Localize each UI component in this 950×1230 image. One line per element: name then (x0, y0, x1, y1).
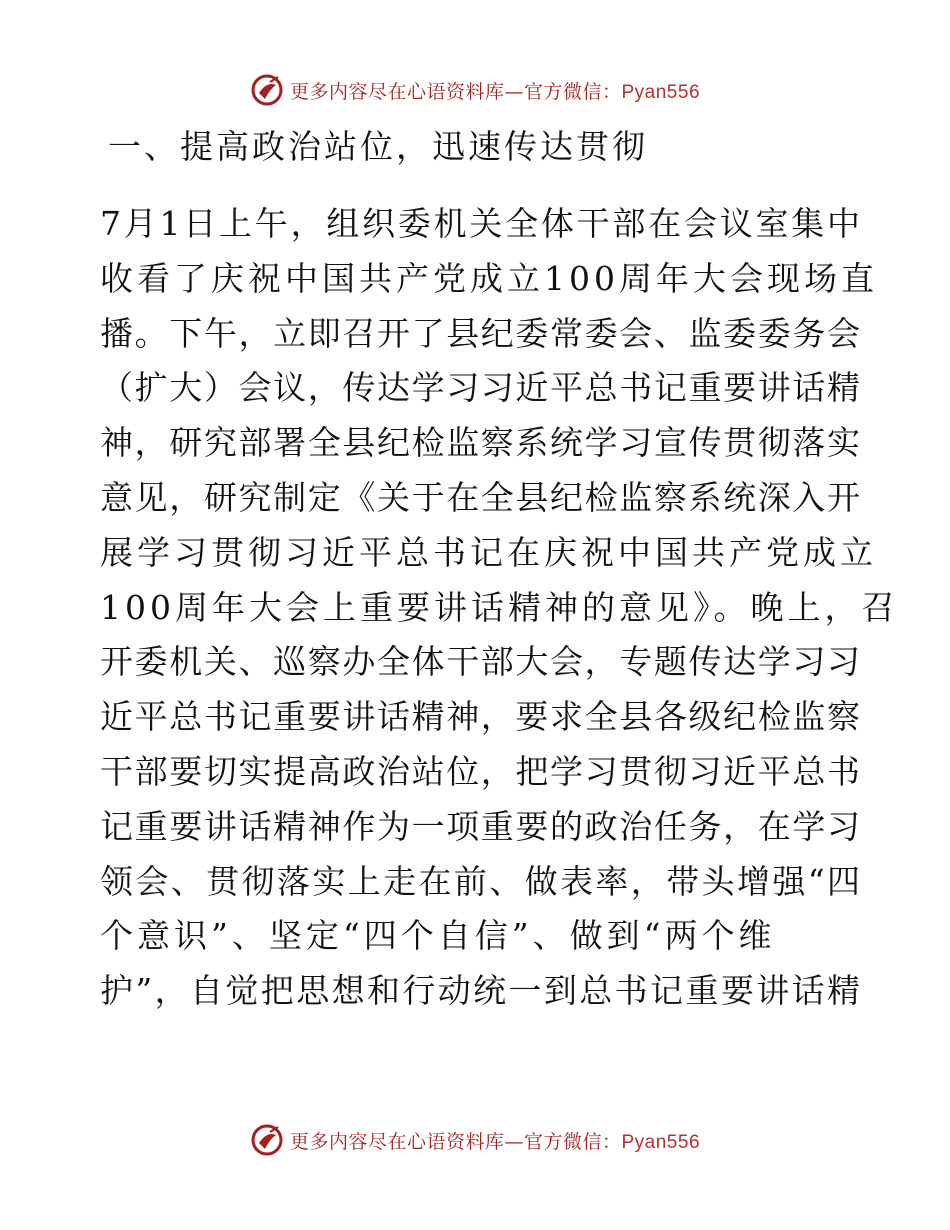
paragraph-line: 个意识”、坚定“四个自信”、做到“两个维 (100, 916, 776, 956)
paragraph-line: 意见，研究制定《关于在全县纪检监察系统深入开 (100, 477, 860, 517)
section-heading: 一、提高政治站位，迅速传达贯彻 (108, 127, 648, 166)
banner-text-cn: 更多内容尽在心语资料库—官方微信： (289, 1130, 622, 1153)
banner-text (290, 1127, 700, 1154)
paragraph-line: 干部要切实提高政治站位，把学习贯彻习近平总书 (100, 751, 860, 791)
banner-text (290, 77, 700, 104)
paragraph-line: 护”，自觉把思想和行动统一到总书记重要讲话精 (100, 971, 860, 1011)
paragraph-line: 神，研究部署全县纪检监察系统学习宣传贯彻落实 (100, 423, 860, 463)
paragraph-line: 开委机关、巡察办全体干部大会，专题传达学习习 (100, 642, 860, 682)
banner-wechat-id: Pyan556 (621, 81, 701, 103)
paragraph-line: 近平总书记重要讲话精神，要求全县各级纪检监察 (100, 697, 860, 737)
paragraph-line: 100周年大会上重要讲话精神的意见》。晚上，召 (100, 587, 899, 627)
logo-icon (250, 1123, 284, 1157)
banner-text-cn: 更多内容尽在心语资料库—官方微信： (289, 80, 622, 103)
banner-wechat-id: Pyan556 (621, 1131, 701, 1153)
paragraph-line: 播。下午，立即召开了县纪委常委会、监委委务会 (100, 313, 860, 353)
footer-banner (0, 1120, 950, 1160)
paragraph-line: 领会、贯彻落实上走在前、做表率，带头增强“四 (100, 861, 860, 901)
paragraph-line: 展学习贯彻习近平总书记在庆祝中国共产党成立 (100, 532, 877, 572)
paragraph-line: 7月1日上午，组织委机关全体干部在会议室集中 (100, 204, 860, 243)
paragraph-line: 收看了庆祝中国共产党成立100周年大会现场直 (100, 258, 878, 298)
logo-icon (250, 73, 284, 107)
paragraph-line: （扩大）会议，传达学习习近平总书记重要讲话精 (100, 368, 860, 408)
header-banner (0, 70, 950, 110)
paragraph-line: 记重要讲话精神作为一项重要的政治任务，在学习 (100, 806, 860, 846)
body-paragraph (100, 197, 899, 1019)
